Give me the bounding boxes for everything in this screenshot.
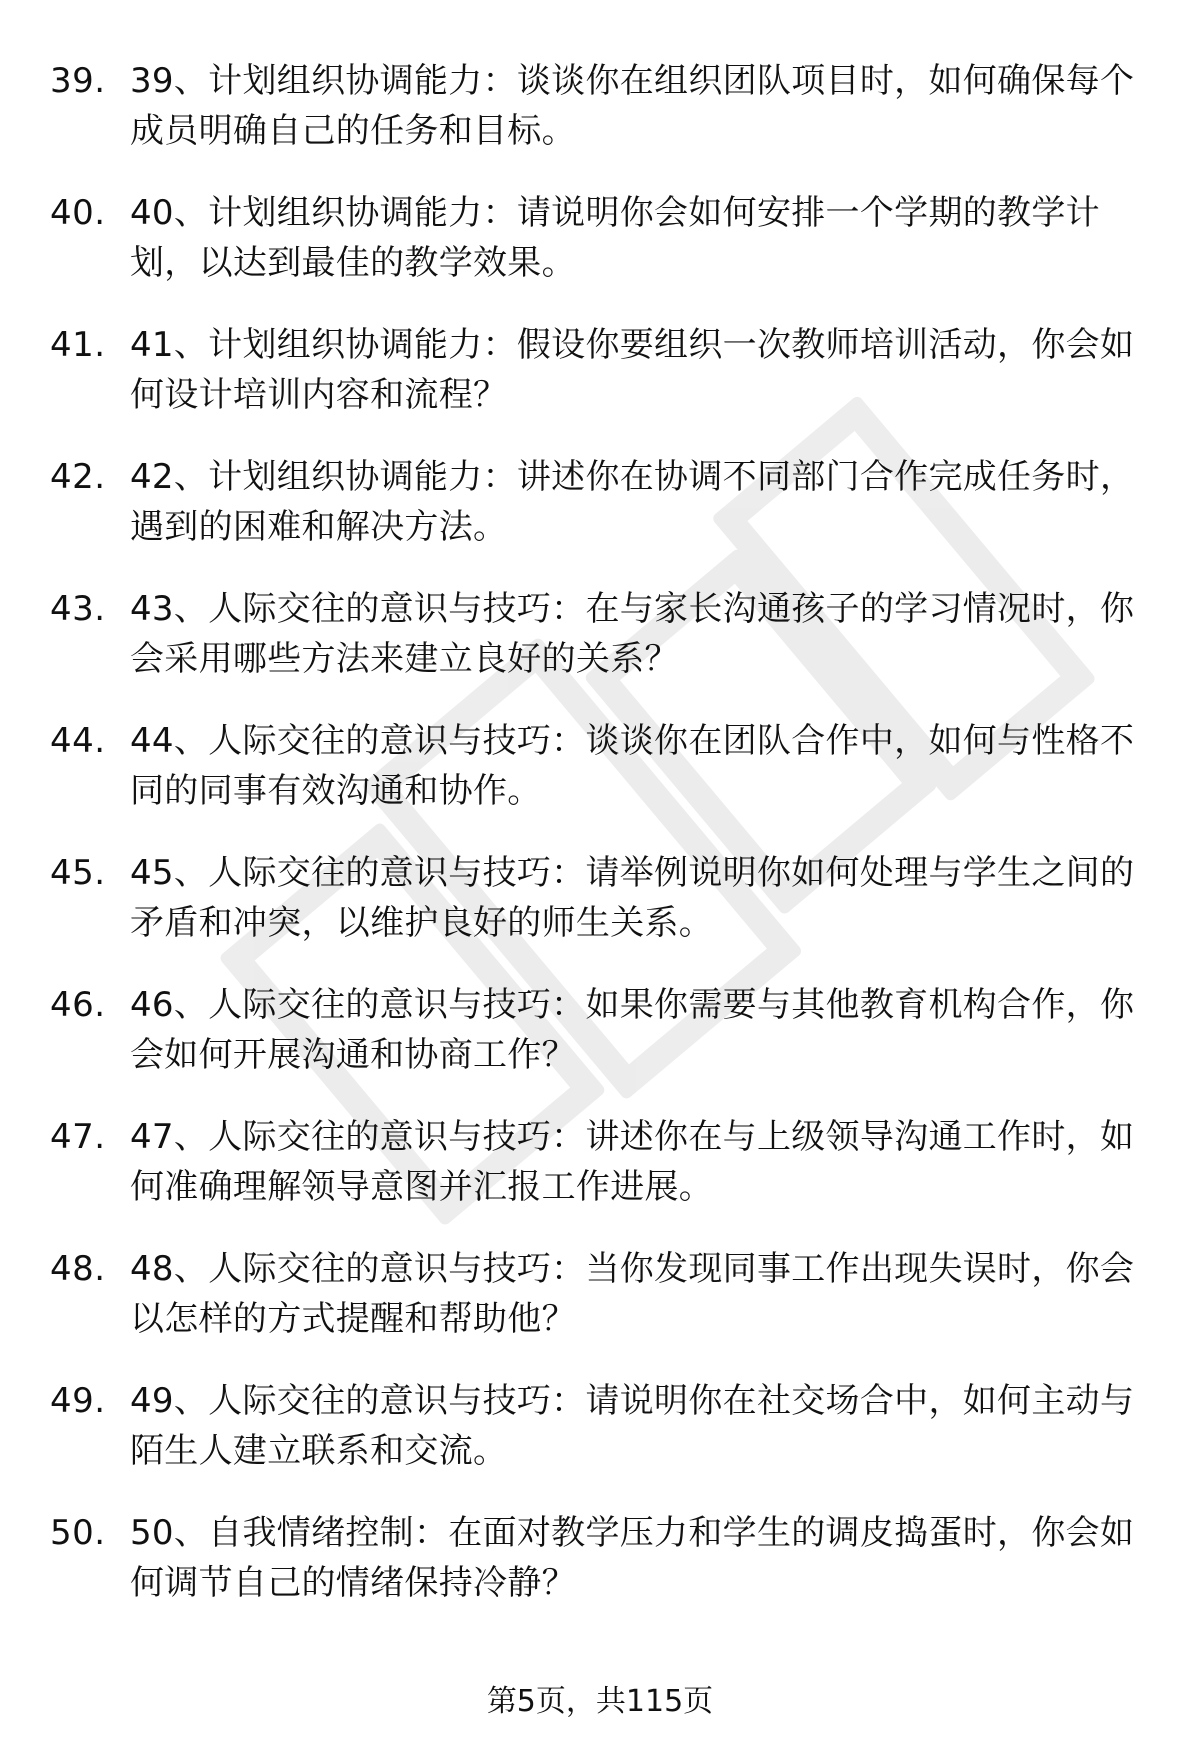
item-number: 45. — [50, 853, 106, 893]
item-text: 42、计划组织协调能力：讲述你在协调不同部门合作完成任务时，遇到的困难和解决方法。 — [130, 457, 1135, 547]
item-number: 40. — [50, 193, 106, 233]
list-item — [50, 56, 1160, 188]
list-item — [50, 1244, 1160, 1376]
item-text: 50、自我情绪控制：在面对教学压力和学生的调皮捣蛋时，你会如何调节自己的情绪保持冷静？ — [130, 1513, 1135, 1603]
list-item — [50, 320, 1160, 452]
question-list — [50, 56, 1160, 1640]
item-number: 41. — [50, 325, 106, 365]
item-text: 48、人际交往的意识与技巧：当你发现同事工作出现失误时，你会以怎样的方式提醒和帮助他？ — [130, 1249, 1135, 1339]
list-item — [50, 716, 1160, 848]
item-text: 39、计划组织协调能力：谈谈你在组织团队项目时，如何确保每个成员明确自己的任务和目标。 — [130, 61, 1135, 151]
item-text: 47、人际交往的意识与技巧：讲述你在与上级领导沟通工作时，如何准确理解领导意图并汇报工作进展。 — [130, 1117, 1135, 1207]
item-text: 44、人际交往的意识与技巧：谈谈你在团队合作中，如何与性格不同的同事有效沟通和协作。 — [130, 721, 1135, 811]
page-footer: 第5页，共115页 — [486, 1684, 714, 1719]
item-text: 41、计划组织协调能力：假设你要组织一次教师培训活动，你会如何设计培训内容和流程？ — [130, 325, 1135, 415]
item-text: 40、计划组织协调能力：请说明你会如何安排一个学期的教学计划，以达到最佳的教学效果。 — [130, 193, 1100, 283]
item-number: 43. — [50, 589, 106, 629]
list-item — [50, 1376, 1160, 1508]
item-text: 46、人际交往的意识与技巧：如果你需要与其他教育机构合作，你会如何开展沟通和协商工作？ — [130, 985, 1135, 1075]
item-number: 47. — [50, 1117, 106, 1157]
list-item — [50, 1508, 1160, 1640]
item-number: 39. — [50, 61, 106, 101]
list-item — [50, 584, 1160, 716]
list-item — [50, 980, 1160, 1112]
item-number: 49. — [50, 1381, 106, 1421]
item-text: 45、人际交往的意识与技巧：请举例说明你如何处理与学生之间的矛盾和冲突，以维护良好的师生关系。 — [130, 853, 1135, 943]
item-number: 44. — [50, 721, 106, 761]
list-item — [50, 452, 1160, 584]
list-item — [50, 848, 1160, 980]
item-number: 48. — [50, 1249, 106, 1289]
item-text: 49、人际交往的意识与技巧：请说明你在社交场合中，如何主动与陌生人建立联系和交流。 — [130, 1381, 1135, 1471]
item-number: 50. — [50, 1513, 106, 1553]
item-number: 42. — [50, 457, 106, 497]
item-text: 43、人际交往的意识与技巧：在与家长沟通孩子的学习情况时，你会采用哪些方法来建立良好的关系？ — [130, 589, 1135, 679]
list-item — [50, 188, 1160, 320]
list-item — [50, 1112, 1160, 1244]
item-number: 46. — [50, 985, 106, 1025]
